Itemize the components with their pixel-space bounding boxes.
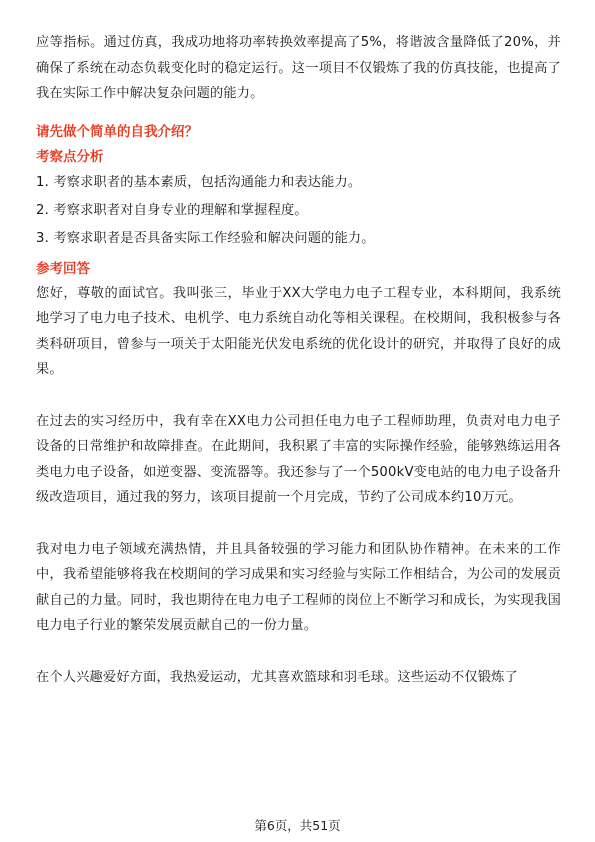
- page-number: 第6页，共51页: [254, 818, 341, 833]
- paragraph-gap: [36, 639, 561, 665]
- paragraph-gap: [36, 383, 561, 409]
- answer-heading: 参考回答: [36, 260, 90, 277]
- answer-paragraph: 在个人兴趣爱好方面，我热爱运动，尤其喜欢篮球和羽毛球。这些运动不仅锻炼了: [36, 669, 518, 685]
- intro-paragraph: 应等指标。通过仿真，我成功地将功率转换效率提高了5%，将谐波含量降低了20%，并确保了系统在动态负载变化时的稳定运行。这一项目不仅锻炼了我的仿真技能，也提高了我在实际工作中解决复杂问题的能力。: [36, 35, 561, 101]
- analysis-item: 3. 考察求职者是否具备实际工作经验和解决问题的能力。: [36, 230, 375, 246]
- analysis-list: [36, 169, 561, 253]
- analysis-item: 2. 考察求职者对自身专业的理解和掌握程度。: [36, 202, 308, 218]
- answer-paragraph: 我对电力电子领域充满热情，并且具备较强的学习能力和团队协作精神。在未来的工作中，我希望能够将我在校期间的学习成果和实习经验与实际工作相结合，为公司的发展贡献自己的力量。同时，我也期待在电力电子工程师的岗位上不断学习和成长，为实现我国电力电子行业的繁荣发展贡献自己的一份力量。: [36, 541, 561, 633]
- answer-paragraph: 在过去的实习经历中，我有幸在XX电力公司担任电力电子工程师助理，负责对电力电子设备的日常维护和故障排查。在此期间，我积累了丰富的实际操作经验，能够熟练运用各类电力电子设备，如逆变器、变流器等。我还参与了一个500kV变电站的电力电子设备升级改造项目，通过我的努力，该项目提前一个月完成，节约了公司成本约10万元。: [36, 413, 561, 505]
- answer-paragraph: 您好，尊敬的面试官。我叫张三，毕业于XX大学电力电子工程专业，本科期间，我系统地学习了电力电子技术、电机学、电力系统自动化等相关课程。在校期间，我积极参与各类科研项目，曾参与一项关于太阳能光伏发电系统的优化设计的研究，并取得了良好的成果。: [36, 285, 561, 377]
- question-title: 请先做个简单的自我介绍？: [36, 123, 198, 140]
- analysis-item: 1. 考察求职者的基本素质，包括沟通能力和表达能力。: [36, 174, 362, 190]
- analysis-heading: 考察点分析: [36, 148, 104, 165]
- paragraph-gap: [36, 511, 561, 537]
- document-page: [36, 30, 561, 690]
